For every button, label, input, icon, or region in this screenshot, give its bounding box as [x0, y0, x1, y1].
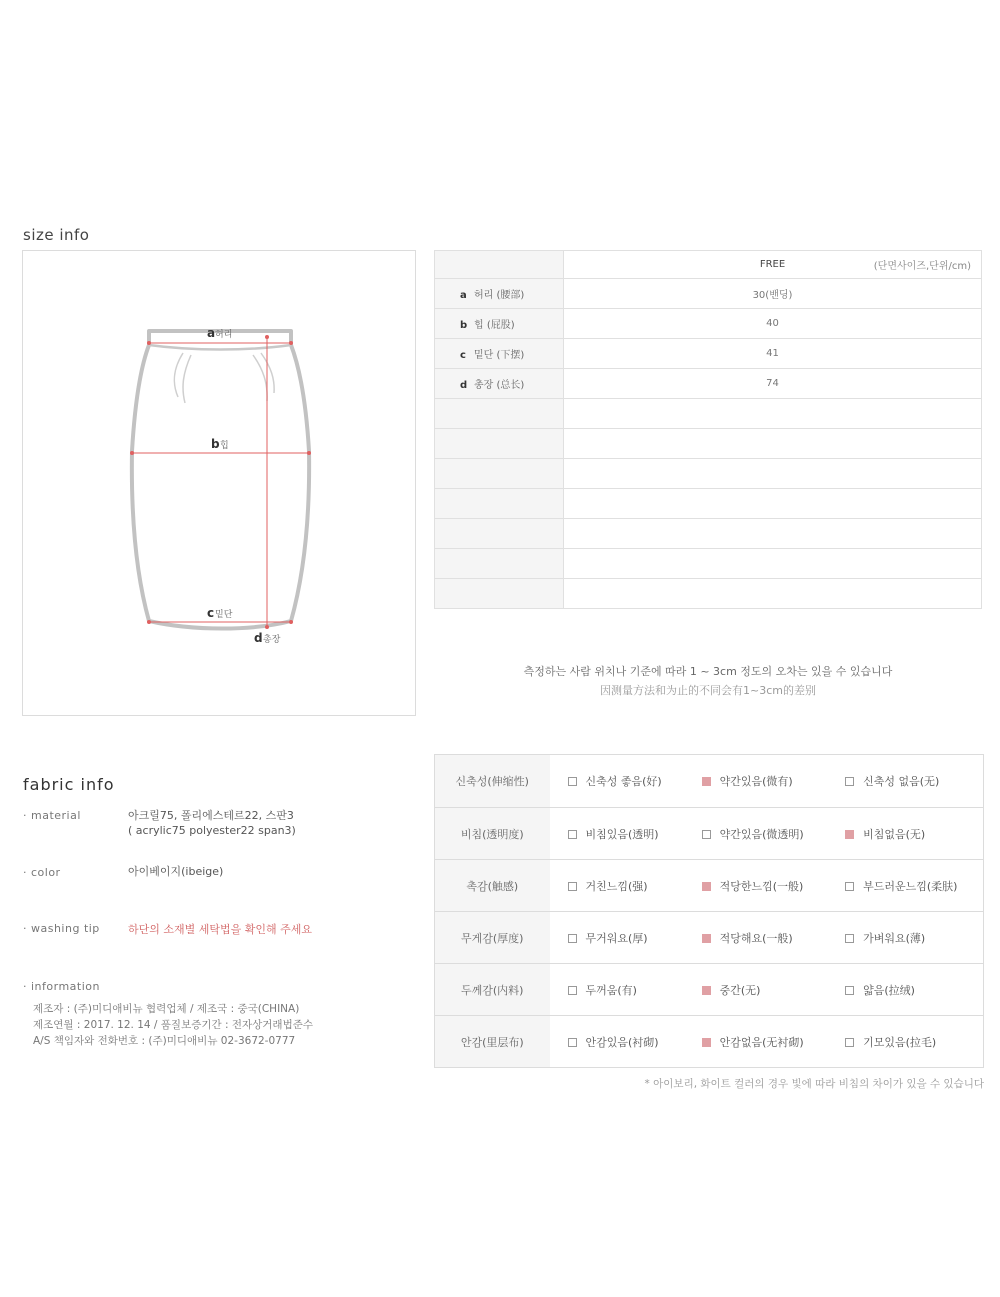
- property-label: 안감(里层布): [435, 1016, 550, 1068]
- washing-tip-value: 하단의 소재별 세탁법을 확인해 주세요: [128, 923, 313, 936]
- washing-tip-label: · washing tip: [23, 922, 100, 935]
- empty-cell: [435, 549, 564, 579]
- property-option: [550, 755, 684, 808]
- size-row-name: 총장 (总长): [474, 380, 525, 391]
- size-row-name: 밑단 (下摆): [474, 350, 525, 361]
- property-option: [684, 964, 828, 1016]
- size-header-free: FREE: [759, 259, 786, 270]
- empty-cell: [435, 399, 564, 429]
- property-option: [550, 912, 684, 964]
- property-option: [827, 964, 983, 1016]
- measure-dot: [147, 341, 151, 345]
- size-row-value: 74: [564, 369, 982, 399]
- size-row-key: b: [460, 320, 468, 331]
- measurement-note-ko: 측정하는 사람 위치나 기준에 따라 1 ~ 3cm 정도의 오차는 있을 수 있습니다: [523, 665, 893, 678]
- option-text: 안감없음(无衬砌): [719, 1035, 804, 1049]
- empty-cell: [435, 489, 564, 519]
- empty-cell: [435, 579, 564, 609]
- property-row-texture: [435, 860, 984, 912]
- property-option: [684, 755, 828, 808]
- checkbox-icon: [702, 830, 711, 839]
- skirt-outline: [132, 331, 309, 629]
- empty-cell: [564, 399, 982, 429]
- option-text: 비침없음(无): [863, 827, 926, 841]
- option-text: 부드러운느낌(柔肤): [863, 879, 958, 893]
- property-option: [550, 964, 684, 1016]
- measure-dot: [307, 451, 311, 455]
- checkbox-checked-icon: [702, 882, 711, 891]
- info-line-date: 제조연월 : 2017. 12. 14 / 품질보증기간 : 전자상거래법준수: [33, 1019, 314, 1031]
- empty-cell: [564, 579, 982, 609]
- empty-row: [435, 489, 982, 519]
- empty-cell: [564, 549, 982, 579]
- color-label: · color: [23, 866, 61, 879]
- label-b-text: 힙: [220, 441, 229, 451]
- checkbox-icon: [845, 1038, 854, 1047]
- property-label: 신축성(伸缩性): [435, 755, 550, 808]
- empty-row: [435, 579, 982, 609]
- material-value: [128, 808, 296, 838]
- property-option: [550, 1016, 684, 1068]
- size-row-label: [435, 369, 564, 399]
- property-label: 촉감(触感): [435, 860, 550, 912]
- property-option: [827, 1016, 983, 1068]
- measure-dot: [289, 620, 293, 624]
- option-text: 약간있음(微有): [719, 775, 793, 788]
- property-option: [550, 808, 684, 860]
- empty-cell: [564, 459, 982, 489]
- option-text: 비침있음(透明): [585, 827, 659, 841]
- skirt-illustration: [23, 251, 417, 717]
- checkbox-checked-icon: [702, 1038, 711, 1047]
- empty-cell: [435, 519, 564, 549]
- checkbox-icon: [845, 934, 854, 943]
- measure-dot: [265, 625, 269, 629]
- checkbox-checked-icon: [702, 986, 711, 995]
- color-value: 아이베이지(ibeige): [128, 865, 224, 878]
- unit-note: (단면사이즈,단위/cm): [873, 261, 971, 272]
- property-option: [684, 1016, 828, 1068]
- measure-dot: [147, 620, 151, 624]
- info-line-contact: A/S 책임자와 전화번호 : (주)미디애비뉴 02-3672-0777: [33, 1035, 296, 1047]
- option-text: 중간(无): [719, 983, 761, 997]
- measure-dot: [265, 335, 269, 339]
- size-row-label: [435, 279, 564, 309]
- measure-dot: [289, 341, 293, 345]
- checkbox-checked-icon: [702, 777, 711, 786]
- size-row-value: 30(밴딩): [564, 279, 982, 309]
- option-text: 무거워요(厚): [585, 931, 648, 945]
- size-info-title: size info: [23, 226, 90, 244]
- size-row-label: [435, 339, 564, 369]
- checkbox-icon: [845, 986, 854, 995]
- property-row-weight: [435, 912, 984, 964]
- option-text: 얇음(拉绒): [863, 983, 915, 997]
- fabric-property-table: [434, 754, 984, 1068]
- option-text: 신축성 좋음(好): [585, 775, 662, 788]
- table-row: [435, 279, 982, 309]
- table-row: [435, 309, 982, 339]
- property-option: [684, 808, 828, 860]
- property-row-thickness: [435, 964, 984, 1016]
- fabric-info-title: fabric info: [23, 775, 115, 794]
- size-table-corner: [435, 251, 564, 279]
- size-table-header-row: [435, 251, 982, 279]
- property-option: [684, 912, 828, 964]
- checkbox-icon: [568, 882, 577, 891]
- option-text: 두꺼움(有): [585, 983, 637, 997]
- material-value-en: ( acrylic75 polyester22 span3): [128, 824, 296, 837]
- checkbox-icon: [568, 777, 577, 786]
- checkbox-checked-icon: [702, 934, 711, 943]
- property-row-stretch: [435, 755, 984, 808]
- empty-row: [435, 459, 982, 489]
- property-option: [827, 912, 983, 964]
- material-value-ko: 아크릴75, 폴리에스테르22, 스판3: [128, 809, 294, 822]
- option-text: 거친느낌(强): [585, 879, 648, 893]
- size-row-name: 허리 (腰部): [474, 290, 525, 301]
- empty-cell: [435, 429, 564, 459]
- measurement-note-cn: 因测量方法和为止的不同会有1~3cm的差别: [600, 684, 816, 697]
- empty-cell: [564, 489, 982, 519]
- table-row: [435, 339, 982, 369]
- option-text: 적당한느낌(一般): [719, 879, 804, 893]
- empty-row: [435, 429, 982, 459]
- option-text: 약간있음(微透明): [719, 827, 804, 841]
- size-row-key: c: [460, 350, 466, 361]
- option-text: 안감있음(衬砌): [585, 1035, 659, 1049]
- option-text: 가벼워요(薄): [863, 931, 926, 945]
- checkbox-icon: [568, 830, 577, 839]
- empty-row: [435, 549, 982, 579]
- skirt-diagram: [22, 250, 416, 716]
- empty-cell: [564, 429, 982, 459]
- property-option: [827, 808, 983, 860]
- property-label: 무게감(厚度): [435, 912, 550, 964]
- property-option: [827, 755, 983, 808]
- label-d-text: 총장: [263, 635, 281, 645]
- empty-row: [435, 519, 982, 549]
- option-text: 신축성 없음(无): [863, 775, 940, 788]
- measure-dot: [130, 451, 134, 455]
- property-label: 비침(透明度): [435, 808, 550, 860]
- size-row-key: a: [460, 290, 467, 301]
- size-row-label: [435, 309, 564, 339]
- checkbox-checked-icon: [845, 830, 854, 839]
- empty-row: [435, 399, 982, 429]
- size-row-value: 40: [564, 309, 982, 339]
- empty-cell: [435, 459, 564, 489]
- size-row-value: 41: [564, 339, 982, 369]
- checkbox-icon: [568, 1038, 577, 1047]
- property-row-transparency: [435, 808, 984, 860]
- label-a-text: 허리: [215, 330, 233, 340]
- property-row-lining: [435, 1016, 984, 1068]
- label-a: a: [207, 326, 216, 340]
- label-c: c: [207, 606, 215, 620]
- label-b: b: [211, 437, 220, 451]
- property-option: [827, 860, 983, 912]
- size-row-key: d: [460, 380, 468, 391]
- label-d: d: [254, 631, 263, 645]
- empty-cell: [564, 519, 982, 549]
- option-text: 적당해요(一般): [719, 931, 793, 945]
- info-line-manufacturer: 제조자 : (주)미디애비뉴 협력업체 / 제조국 : 중국(CHINA): [33, 1003, 300, 1015]
- information-label: · information: [23, 980, 100, 993]
- checkbox-icon: [845, 882, 854, 891]
- table-row: [435, 369, 982, 399]
- size-row-name: 힙 (屁股): [474, 320, 515, 331]
- material-label: · material: [23, 809, 81, 822]
- label-c-text: 밑단: [215, 610, 233, 620]
- checkbox-icon: [845, 777, 854, 786]
- size-table: [434, 250, 982, 609]
- size-table-header: [564, 251, 982, 279]
- property-label: 두께감(内料): [435, 964, 550, 1016]
- property-option: [550, 860, 684, 912]
- option-text: 기모있음(拉毛): [863, 1035, 937, 1049]
- property-option: [684, 860, 828, 912]
- checkbox-icon: [568, 934, 577, 943]
- transparency-footnote: * 아이보리, 화이트 컬러의 경우 빛에 따라 비침의 차이가 있을 수 있습니다: [644, 1078, 984, 1090]
- checkbox-icon: [568, 986, 577, 995]
